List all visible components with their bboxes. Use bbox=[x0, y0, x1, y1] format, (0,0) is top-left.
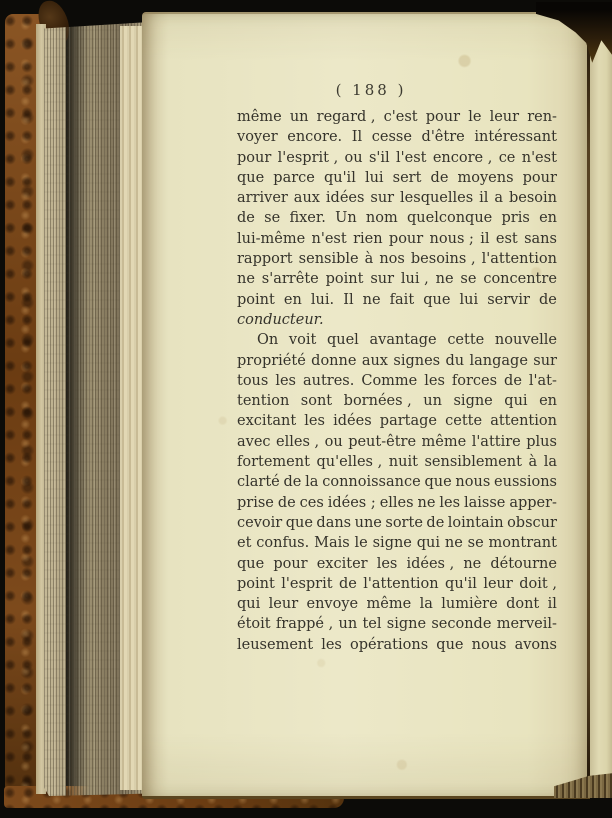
text-block bbox=[237, 80, 557, 655]
text-line: excitant les idées partage cette attention bbox=[237, 413, 557, 430]
text-line: ne s'arrête point sur lui , ne se concentre bbox=[237, 271, 557, 288]
text-line: qui leur envoye même la lumière dont il bbox=[237, 596, 557, 613]
text-line: avec elles , ou peut-être même l'attire plus bbox=[237, 433, 557, 450]
text-line: conducteur. bbox=[237, 311, 324, 328]
text-line: et confus. Mais le signe qui ne se montrant bbox=[237, 535, 557, 552]
text-line: que parce qu'il lui sert de moyens pour bbox=[237, 169, 557, 186]
text-line: tention sont bornées , un signe qui en bbox=[237, 393, 557, 410]
text-line: étoit frappé , un tel signe seconde merveil- bbox=[237, 616, 557, 633]
text-line: On voit quel avantage cette nouvelle bbox=[257, 332, 557, 349]
text-line: point l'esprit de l'attention qu'il leur doit , bbox=[237, 575, 557, 592]
text-line: même un regard , c'est pour le leur ren- bbox=[237, 109, 557, 125]
text-line: voyer encore. Il cesse d'être intéressant bbox=[237, 129, 557, 146]
text-line: pour l'esprit , ou s'il l'est encore , ce n'est bbox=[237, 149, 557, 166]
text-line: point en lui. Il ne fait que lui servir de bbox=[237, 291, 557, 308]
text-line: que pour exciter les idées , ne détourne bbox=[237, 555, 557, 572]
text-line: prise de ces idées ; elles ne les laisse apper- bbox=[237, 494, 557, 511]
text-line: propriété donne aux signes du langage sur bbox=[237, 352, 557, 369]
text-line: clarté de la connoissance que nous eussions bbox=[237, 474, 557, 491]
facing-page-strip bbox=[590, 6, 612, 794]
book-page bbox=[142, 12, 590, 799]
text-line: rapport sensible à nos besoins , l'attention bbox=[237, 251, 557, 268]
text-line: leusement les opérations que nous avons bbox=[237, 636, 557, 653]
text-line: fortement qu'elles , nuit sensiblement à la bbox=[237, 454, 557, 471]
page-number: ( 188 ) bbox=[335, 81, 407, 99]
text-line: arriver aux idées sur lesquelles il a besoin bbox=[237, 190, 557, 207]
text-line: cevoir que dans une sorte de lointain obscur bbox=[237, 514, 557, 531]
text-line: tous les autres. Comme les forces de l'at- bbox=[237, 372, 557, 389]
text-line: de se fixer. Un nom quelconque pris en bbox=[237, 210, 557, 227]
text-line: lui-même n'est rien pour nous ; il est sans bbox=[237, 230, 557, 247]
